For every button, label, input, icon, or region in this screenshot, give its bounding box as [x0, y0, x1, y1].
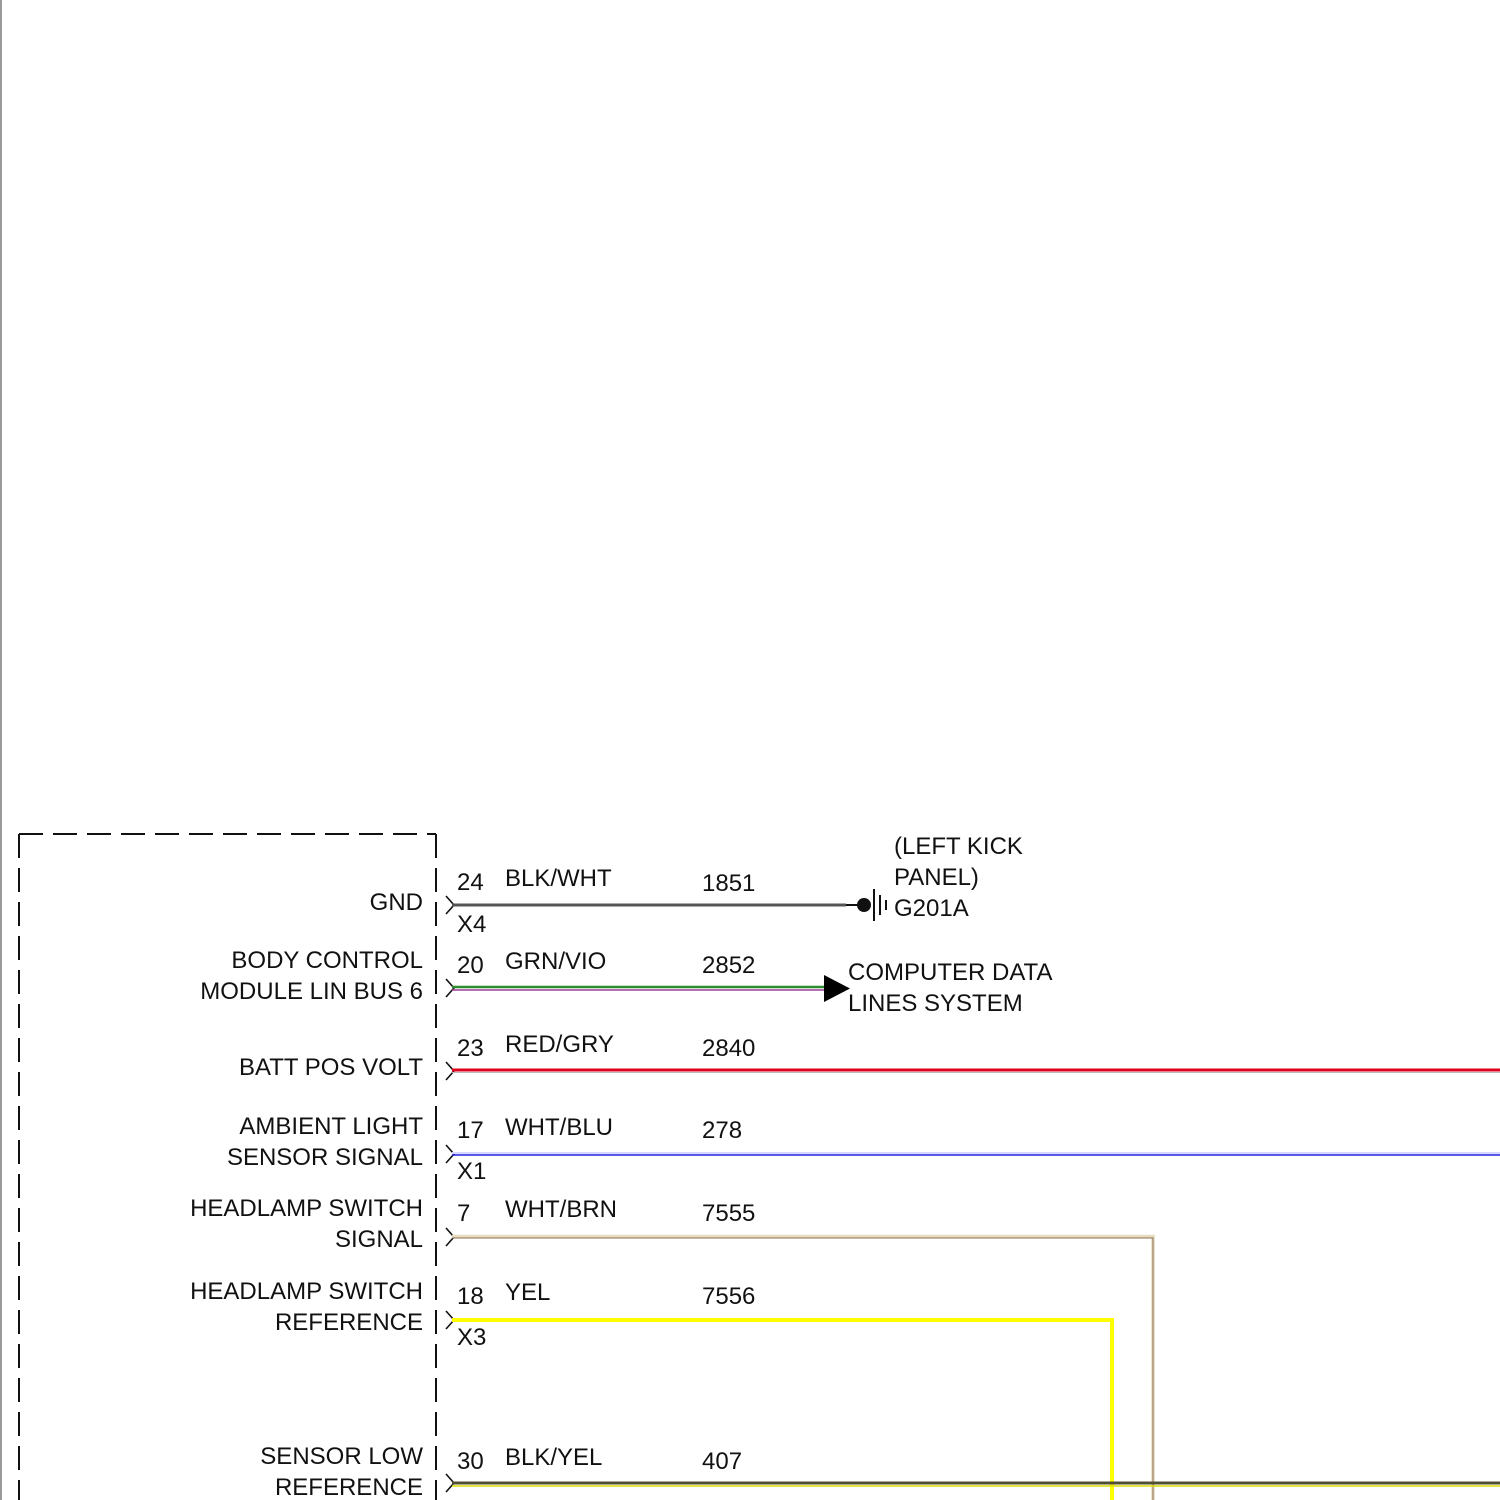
wire-color: RED/GRY	[505, 1031, 614, 1058]
circuit-number: 2840	[702, 1035, 756, 1062]
circuit-label: MODULE LIN BUS 6	[200, 978, 423, 1005]
pin-number: 23	[457, 1035, 484, 1062]
ground-dot	[857, 898, 871, 912]
circuit-label: REFERENCE	[274, 1474, 423, 1500]
connector-symbols	[446, 896, 454, 1492]
circuit-label: AMBIENT LIGHT	[239, 1113, 423, 1140]
circuit-1851	[370, 865, 846, 938]
ground-id: G201A	[894, 895, 969, 922]
circuit-label: BODY CONTROL	[231, 947, 423, 974]
ground-g201a	[846, 833, 1023, 922]
computer-data-label: LINES SYSTEM	[848, 990, 1023, 1017]
pin-number: 30	[457, 1448, 484, 1475]
connector-id: X1	[457, 1158, 487, 1185]
circuit-number: 2852	[702, 952, 756, 979]
wire-color: WHT/BLU	[505, 1114, 613, 1141]
circuit-278	[227, 1113, 1500, 1185]
wire	[452, 1320, 1112, 1500]
circuit-label: SENSOR LOW	[260, 1443, 423, 1470]
wire-color: BLK/WHT	[505, 865, 612, 892]
wire-color: WHT/BRN	[505, 1196, 617, 1223]
connector-id: X4	[457, 911, 487, 938]
arrow-icon	[824, 975, 850, 1002]
circuit-label: REFERENCE	[274, 1309, 423, 1336]
pin-number: 18	[457, 1283, 484, 1310]
circuit-label: GND	[369, 889, 423, 916]
wire-color: GRN/VIO	[505, 948, 607, 975]
circuit-2852	[200, 947, 1052, 1017]
computer-data-label: COMPUTER DATA	[848, 959, 1053, 986]
circuit-2840	[239, 1031, 1500, 1081]
connector-id: X3	[457, 1324, 487, 1351]
pin-number: 17	[457, 1117, 484, 1144]
circuit-number: 407	[702, 1448, 743, 1475]
wire-color: BLK/YEL	[505, 1444, 603, 1471]
circuit-label: HEADLAMP SWITCH	[190, 1278, 423, 1305]
circuit-number: 7555	[702, 1200, 756, 1227]
pin-number: 20	[457, 952, 484, 979]
pin-number: 7	[457, 1200, 471, 1227]
wire-color: YEL	[505, 1279, 551, 1306]
circuit-label: BATT POS VOLT	[238, 1054, 423, 1081]
circuit-label: SENSOR SIGNAL	[226, 1144, 423, 1171]
ground-location: (LEFT KICK	[894, 833, 1023, 860]
circuit-number: 278	[702, 1117, 743, 1144]
ground-location: PANEL)	[894, 864, 979, 891]
circuit-label: SIGNAL	[334, 1226, 423, 1253]
circuit-number: 7556	[702, 1283, 756, 1310]
circuit-label: HEADLAMP SWITCH	[190, 1195, 423, 1222]
circuit-number: 1851	[702, 870, 756, 897]
pin-number: 24	[457, 869, 484, 896]
